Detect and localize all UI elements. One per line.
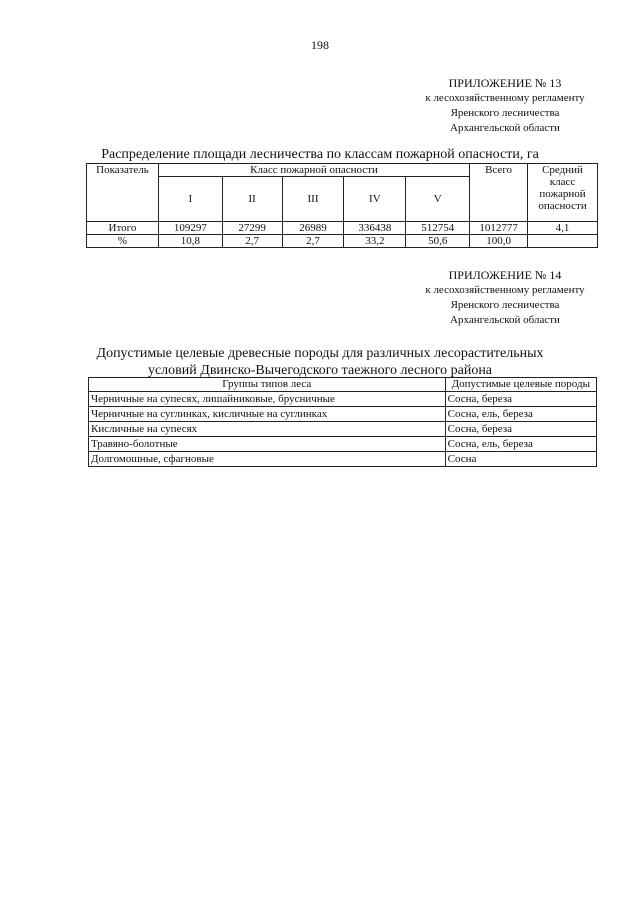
fire-table-title: Распределение площади лесничества по классам пожарной опасности, га (101, 147, 539, 162)
forest-group-cell: Черничные на суглинках, кисличные на суглинках (89, 407, 446, 422)
table-cell: 26989 (282, 222, 344, 235)
forest-group-cell: Черничные на супесях, лишайниковые, брусничные (89, 392, 446, 407)
table-cell: 2,7 (282, 235, 344, 248)
species-table (88, 377, 597, 467)
appendix-line: к лесохозяйственному регламенту (425, 92, 585, 104)
table-row (89, 422, 597, 437)
species-title-line: условий Двинско-Вычегодского таежного лесного района (147, 363, 493, 378)
class-header: I (158, 177, 222, 222)
row-label: % (87, 235, 159, 248)
table-cell: 109297 (158, 222, 222, 235)
forest-group-cell: Кисличные на супесях (89, 422, 446, 437)
table-cell: 2,7 (222, 235, 282, 248)
appendix-line: Архангельской области (450, 314, 560, 326)
header-class: Класс пожарной опасности (158, 164, 469, 177)
header-indicator: Показатель (87, 164, 159, 222)
forest-group-cell: Долгомошные, сфагновые (89, 452, 446, 467)
appendix-line: Яренского лесничества (450, 299, 560, 311)
fire-danger-table (86, 163, 598, 248)
header-species: Допустимые целевые породы (445, 378, 596, 392)
class-header: V (406, 177, 470, 222)
species-cell: Сосна, ель, береза (445, 437, 596, 452)
table-row (89, 392, 597, 407)
table-row (89, 437, 597, 452)
table-row (87, 222, 598, 235)
species-cell: Сосна, ель, береза (445, 407, 596, 422)
table-row (89, 452, 597, 467)
table-cell: 4,1 (528, 222, 598, 235)
table-row (87, 235, 598, 248)
appendix-13-header (380, 76, 630, 136)
table-cell: 33,2 (344, 235, 406, 248)
class-header: II (222, 177, 282, 222)
species-cell: Сосна (445, 452, 596, 467)
appendix-line: Архангельской области (450, 122, 560, 134)
forest-group-cell: Травяно-болотные (89, 437, 446, 452)
header-avg-class: Средний класс пожарной опасности (528, 164, 598, 222)
page-number: 198 (311, 38, 329, 52)
class-header: IV (344, 177, 406, 222)
table-cell: 1012777 (470, 222, 528, 235)
table-cell: 50,6 (406, 235, 470, 248)
table-cell: 512754 (406, 222, 470, 235)
row-label: Итого (87, 222, 159, 235)
appendix-line: к лесохозяйственному регламенту (425, 284, 585, 296)
appendix-title: ПРИЛОЖЕНИЕ № 13 (448, 76, 562, 90)
table-cell: 10,8 (158, 235, 222, 248)
species-title-line: Допустимые целевые древесные породы для различных лесорастительных (96, 346, 544, 361)
appendix-line: Яренского лесничества (450, 107, 560, 119)
species-cell: Сосна, береза (445, 422, 596, 437)
table-cell: 336438 (344, 222, 406, 235)
table-cell (528, 235, 598, 248)
appendix-title: ПРИЛОЖЕНИЕ № 14 (448, 268, 562, 282)
species-cell: Сосна, береза (445, 392, 596, 407)
header-forest-groups: Группы типов леса (89, 378, 446, 392)
header-total: Всего (470, 164, 528, 222)
table-cell: 100,0 (470, 235, 528, 248)
species-table-title (0, 345, 640, 379)
class-header: III (282, 177, 344, 222)
table-cell: 27299 (222, 222, 282, 235)
table-row (89, 407, 597, 422)
appendix-14-header (380, 268, 630, 328)
